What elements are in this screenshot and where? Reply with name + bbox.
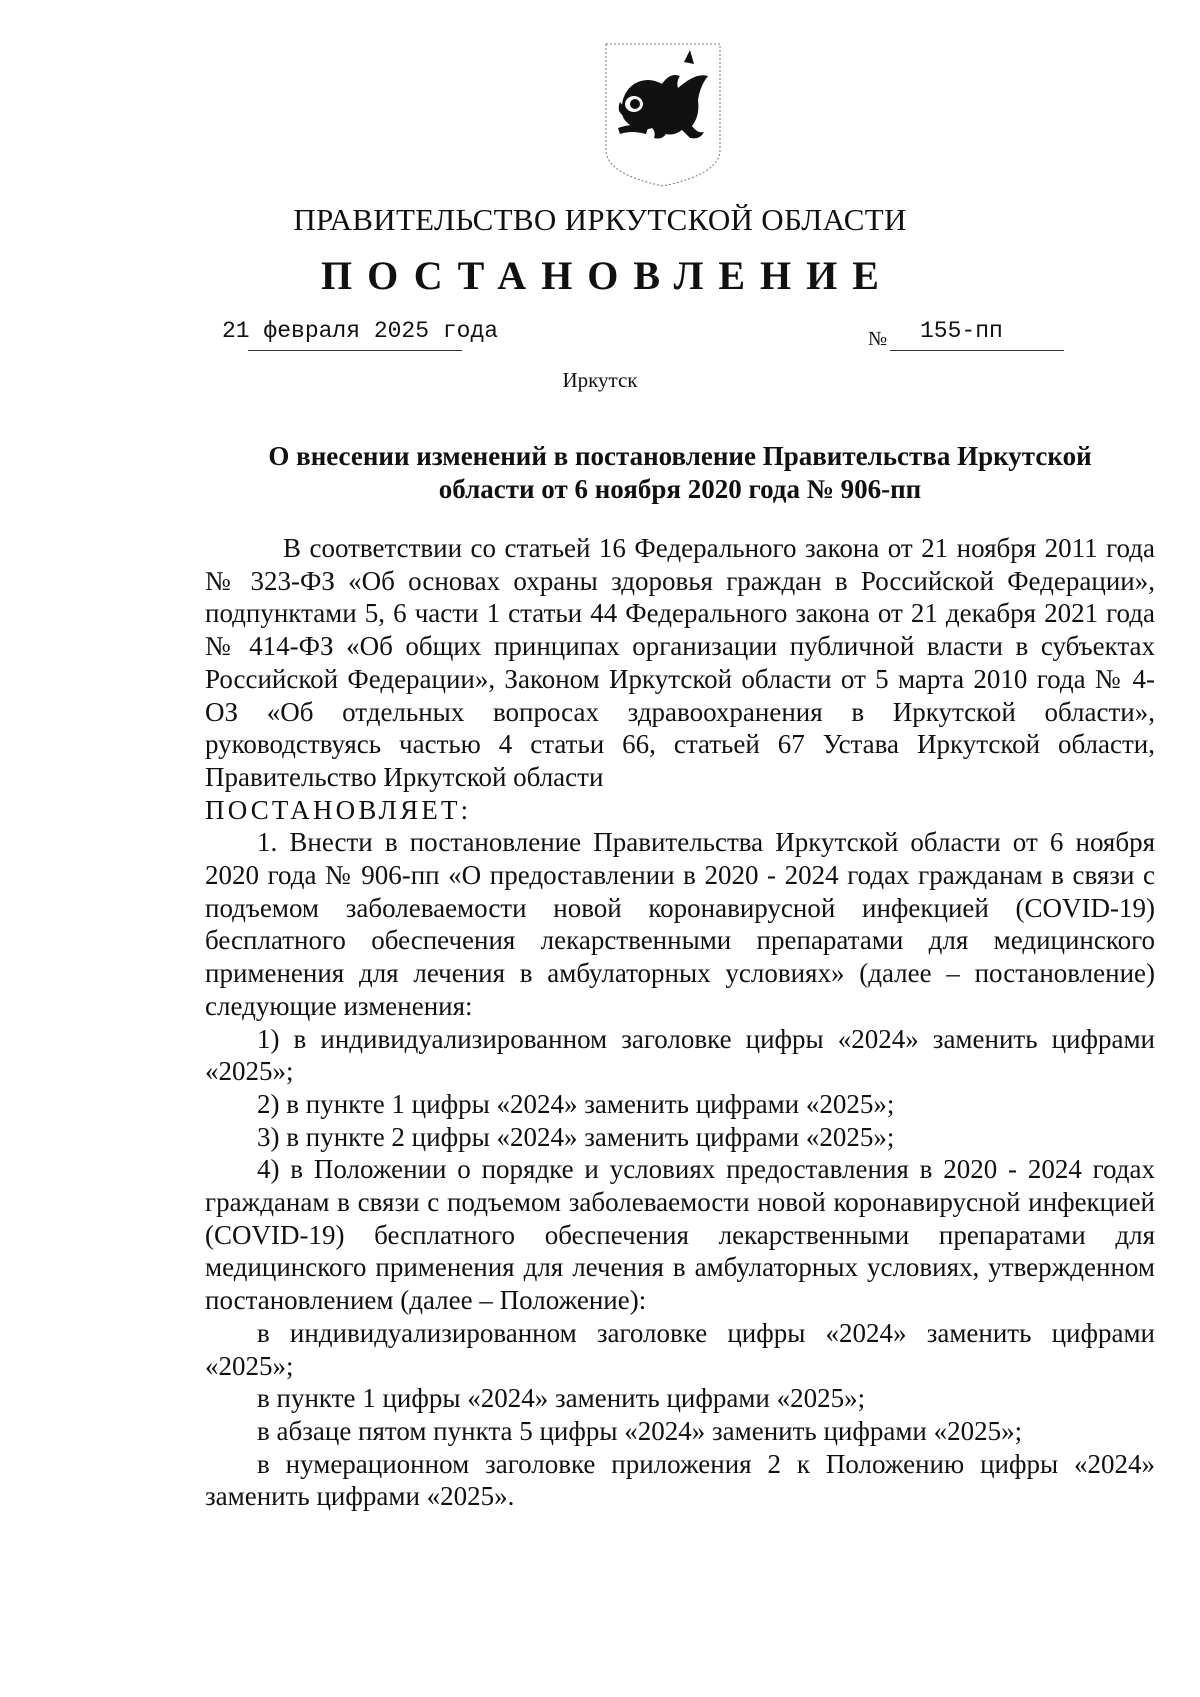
subitem-1-paragraph: 1) в индивидуализированном заголовке цифры «2024» заменить цифрами «2025»;: [205, 1023, 1155, 1087]
number-underline: [890, 350, 1064, 351]
title-line-2: области от 6 ноября 2020 года № 906-пп: [438, 474, 922, 504]
document-date: 21 февраля 2025 года: [222, 318, 499, 344]
date-underline: [248, 350, 462, 351]
document-title: [230, 440, 1130, 506]
document-type-heading: ПОСТАНОВЛЕНИЕ: [321, 253, 894, 298]
subitem-4d-paragraph: в нумерационном заголовке приложения 2 к Положению цифры «2024» заменить цифрами «2025».: [205, 1448, 1155, 1512]
title-line-1: О внесении изменений в постановление Правительства Иркутской: [268, 441, 1092, 471]
coat-of-arms-icon: [604, 42, 722, 188]
subitem-2-paragraph: 2) в пункте 1 цифры «2024» заменить цифрами «2025»;: [257, 1088, 895, 1119]
subitem-4-paragraph: 4) в Положении о порядке и условиях предоставления в 2020 - 2024 годах гражданам в связи с подъемом заболеваемости новой коронавирусной инфекцией (COVID-19) бесплатного обеспечения лекарственными препаратами для медицинского применения для лечения в амбулаторных условиях, утвержденном постановлением (далее – Положение):: [205, 1154, 1155, 1316]
number-sign: №: [868, 328, 888, 350]
subitem-4c-paragraph: в абзаце пятом пункта 5 цифры «2024» заменить цифрами «2025»;: [257, 1415, 1023, 1446]
subitem-4b-paragraph: в пункте 1 цифры «2024» заменить цифрами «2025»;: [257, 1383, 866, 1414]
government-name: ПРАВИТЕЛЬСТВО ИРКУТСКОЙ ОБЛАСТИ: [293, 202, 907, 237]
subitem-4a-paragraph: в индивидуализированном заголовке цифры «2024» заменить цифрами «2025»;: [205, 1317, 1155, 1381]
subitem-3-paragraph: 3) в пункте 2 цифры «2024» заменить цифрами «2025»;: [257, 1121, 895, 1152]
document-body: [205, 532, 1155, 1513]
decree-word: ПОСТАНОВЛЯЕТ:: [205, 794, 472, 825]
document-number: 155-пп: [920, 318, 1003, 344]
item-1-paragraph: 1. Внести в постановление Правительства Иркутской области от 6 ноября 2020 года № 906-пп «О предоставлении в 2020 - 2024 годах гражданам в связи с подъемом заболеваемости новой коронавирусной инфекцией (COVID-19) бесплатного обеспечения лекарственными препаратами для медицинского применения для лечения в амбулаторных условиях» (далее – постановление) следующие изменения:: [205, 827, 1155, 1021]
preamble-paragraph: В соответствии со статьей 16 Федерального закона от 21 ноября 2011 года № 323-ФЗ «Об основах охраны здоровья граждан в Российской Федерации», подпунктами 5, 6 части 1 статьи 44 Федерального закона от 21 декабря 2021 года № 414-ФЗ «Об общих принципах организации публичной власти в субъектах Российской Федерации», Законом Иркутской области от 5 марта 2010 года № 4-ОЗ «Об отдельных вопросах здравоохранения в Иркутской области», руководствуясь частью 4 статьи 66, статьей 67 Устава Иркутской области, Правительство Иркутской области: [205, 533, 1155, 792]
city-name: Иркутск: [562, 368, 638, 392]
